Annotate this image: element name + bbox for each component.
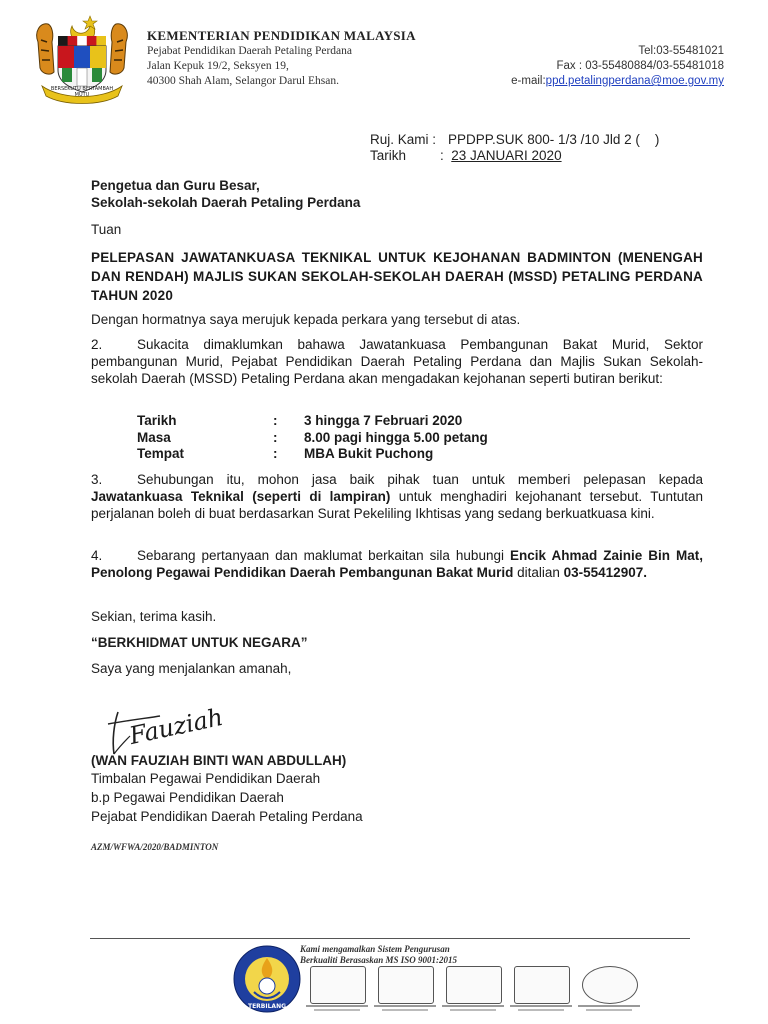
- paragraph-2-number: 2.: [91, 337, 103, 352]
- contact-person: Encik Ahmad Zainie Bin Mat, Penolong Pegawai Pendidikan Daerah Pembangunan Bakat Murid: [91, 548, 703, 580]
- email-link[interactable]: ppd.petalingperdana@moe.gov.my: [545, 75, 724, 87]
- signatory-title-3: Pejabat Pendidikan Daerah Petaling Perdana: [91, 809, 363, 824]
- signature-script: Fauziah: [126, 702, 226, 751]
- contact-phone: 03-55412907.: [563, 565, 647, 580]
- paragraph-2: [91, 336, 703, 387]
- office-address-line-1: Pejabat Pendidikan Daerah Petaling Perdana: [147, 45, 353, 57]
- paragraph-2-text: Sukacita dimaklumkan bahawa Jawatankuasa Pembangunan Bakat Murid, Sektor pembangunan Murid, Pejabat Pendidikan Daerah Petaling Perdana dan Majlis Sukan Sekolah-sekolah Daerah (MSSD) Petaling Perdana akan mengadakan kejohanan seperti butiran berikut:: [91, 337, 703, 386]
- reference-number-label: Ruj. Kami :: [370, 132, 437, 147]
- detail-label: Tempat: [137, 446, 185, 461]
- date-value: : 23 JANUARI 2020: [440, 148, 562, 163]
- recipient-line-1: Pengetua dan Guru Besar,: [91, 178, 260, 193]
- crest-motto: BERSEKUTU BERTAMBAH MUTU: [50, 86, 114, 98]
- seal-text: TERBILANG: [247, 1003, 287, 1010]
- reference-number-value: PPDPP.SUK 800- 1/3 /10 Jld 2 ( ): [448, 132, 660, 147]
- fax-number: Fax : 03-55480884/03-55481018: [556, 60, 724, 72]
- detail-label: Tarikh: [137, 413, 177, 428]
- date-label: Tarikh: [370, 148, 407, 163]
- salutation: Tuan: [91, 222, 122, 237]
- letter-subject: PELEPASAN JAWATANKUASA TEKNIKAL UNTUK KEJOHANAN BADMINTON (MENENGAH DAN RENDAH) MAJLIS SUKAN SEKOLAH-SEKOLAH DAERAH (MSSD) PETALING PERDANA TAHUN 2020: [91, 250, 703, 303]
- office-address-line-3: 40300 Shah Alam, Selangor Darul Ehsan.: [147, 75, 339, 87]
- closing-line: Sekian, terima kasih.: [91, 609, 217, 624]
- footer-quality-line-2: Berkualiti Berasaskan MS ISO 9001:2015: [300, 955, 458, 965]
- signatory-name: (WAN FAUZIAH BINTI WAN ABDULLAH): [91, 753, 347, 768]
- telephone-number: Tel:03-55481021: [638, 45, 724, 57]
- detail-value: 8.00 pagi hingga 5.00 petang: [304, 430, 488, 445]
- email-label: e-mail:: [511, 75, 546, 87]
- detail-value: 3 hingga 7 Februari 2020: [304, 413, 463, 428]
- letter-date: 23 JANUARI 2020: [451, 148, 562, 163]
- quality-system-certificate-2-icon: [510, 966, 572, 1012]
- footer-quality-line-1: Kami mengamalkan Sistem Pengurusan: [300, 944, 450, 954]
- signatory-title-1: Timbalan Pegawai Pendidikan Daerah: [91, 771, 321, 786]
- email-line: [511, 75, 724, 87]
- ukas-accreditation-icon: [442, 966, 504, 1012]
- iqnet-certificate-icon: [578, 966, 640, 1012]
- paragraph-3-number: 3.: [91, 472, 103, 487]
- ministry-name: KEMENTERIAN PENDIDIKAN MALAYSIA: [147, 28, 416, 43]
- quality-system-certificate-icon: [306, 966, 368, 1012]
- recipient-line-2: Sekolah-sekolah Daerah Petaling Perdana: [91, 195, 361, 210]
- footer-divider: [90, 938, 690, 939]
- trust-line: Saya yang menjalankan amanah,: [91, 661, 292, 676]
- opening-paragraph: Dengan hormatnya saya merujuk kepada perkara yang tersebut di atas.: [91, 312, 521, 327]
- motto: “BERKHIDMAT UNTUK NEGARA”: [91, 635, 308, 650]
- file-reference-code: AZM/WFWA/2020/BADMINTON: [91, 842, 219, 852]
- iqnet-partner-certificate-icon: [374, 966, 436, 1012]
- detail-value: MBA Bukit Puchong: [304, 446, 434, 461]
- detail-label: Masa: [137, 430, 171, 445]
- paragraph-4: 4. Sebarang pertanyaan dan maklumat berkaitan sila hubungi Encik Ahmad Zainie Bin Mat, Penolong Pegawai Pendidikan Daerah Pembangunan Bakat Murid ditalian 03-55412907.: [91, 548, 703, 580]
- signatory-title-2: b.p Pegawai Pendidikan Daerah: [91, 790, 284, 805]
- technical-committee-note: Jawatankuasa Teknikal (seperti di lampiran): [91, 489, 391, 504]
- office-address-line-2: Jalan Kepuk 19/2, Seksyen 19,: [147, 60, 289, 72]
- district-office-seal-icon: [232, 944, 302, 1014]
- paragraph-3: 3. Sehubungan itu, mohon jasa baik pihak tuan untuk memberi pelepasan kepada Jawatankuasa Teknikal (seperti di lampiran) untuk menghadiri kejohanant tersebut. Tuntutan perjalanan boleh di buat berdasarkan Surat Pekeliling Ikhtisas yang sedang berkuatkuasa kini.: [91, 472, 704, 521]
- paragraph-4-number: 4.: [91, 548, 103, 563]
